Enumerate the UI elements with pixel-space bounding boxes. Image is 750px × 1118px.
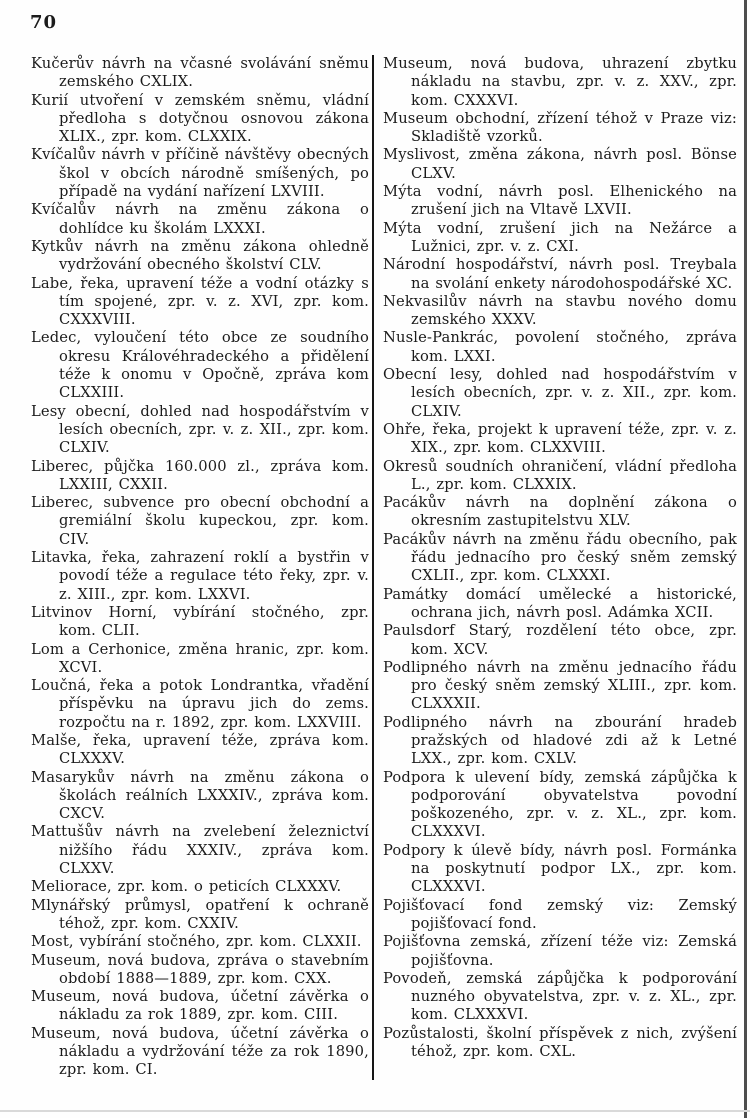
index-entry: Povodeň, zemská zápůjčka k podporování nuzného obyvatelstva, zpr. v. z. XL., zpr. kom. CLXXXVI. <box>383 969 737 1024</box>
index-entry: Pacákův návrh na doplnění zákona o okresním zastupitelstvu XLV. <box>383 494 737 530</box>
index-entry: Pojišťovací fond zemský viz: Zemský pojišťovací fond. <box>383 896 737 932</box>
index-entry: Podlipného návrh na změnu jednacího řádu pro český sněm zemský XLIII., zpr. kom. CLXXXII. <box>383 658 737 713</box>
index-entry: Museum, nová budova, účetní závěrka o nákladu a vydržování téže za rok 1890, zpr. kom. CI. <box>31 1024 369 1079</box>
index-entry: Památky domácí umělecké a historické, ochrana jich, návrh posl. Adámka XCII. <box>383 585 737 621</box>
index-entry: Pozůstalosti, školní příspěvek z nich, zvýšení téhož, zpr. kom. CXL. <box>383 1024 737 1061</box>
left-column <box>31 55 369 1080</box>
index-entry: Ledec, vyloučení této obce ze soudního okresu Královéhradeckého a přidělení téže k onomu v Opočně, zpráva kom CLXXIII. <box>31 329 369 402</box>
index-entry: Ohře, řeka, projekt k upravení téže, zpr. v. z. XIX., zpr. kom. CLXXVIII. <box>383 420 737 457</box>
index-entry: Podpora k ulevení bídy, zemská zápůjčka k podporování obyvatelstva povodní poškozeného, zpr. v. z. XL., zpr. kom. CLXXXVI. <box>383 768 737 841</box>
index-entry: Litavka, řeka, zahrazení roklí a bystřin v povodí téže a regulace této řeky, zpr. v. z. XIII., zpr. kom. LXXVI. <box>31 549 369 603</box>
index-entry: Lom a Cerhonice, změna hranic, zpr. kom. XCVI. <box>31 640 369 676</box>
index-entry: Obecní lesy, dohled nad hospodářstvím v lesích obecních, zpr. v. z. XII., zpr. kom. CLXIV. <box>383 366 737 420</box>
index-entry: Myslivost, změna zákona, návrh posl. Bönse CLXV. <box>383 146 737 182</box>
index-entry: Pacákův návrh na změnu řádu obecního, pak řádu jednacího pro český sněm zemský CXLII., zpr. kom. CLXXXI. <box>383 530 737 585</box>
index-entry: Mattušův návrh na zvelebení železnictví nižšího řádu XXXIV., zpráva kom. CLXXV. <box>31 823 369 878</box>
index-entry: Okresů soudních ohraničení, vládní předloha L., zpr. kom. CLXXIX. <box>383 457 737 493</box>
scan-edge-bottom <box>0 1110 750 1112</box>
right-column <box>374 55 737 1080</box>
index-entry: Nekvasilův návrh na stavbu nového domu zemského XXXV. <box>383 292 737 329</box>
index-entry: Most, vybírání stočného, zpr. kom. CLXXII. <box>31 933 362 951</box>
index-entry: Mýta vodní, návrh posl. Elhenického na zrušení jich na Vltavě LXVII. <box>383 183 737 219</box>
index-entry: Museum, nová budova, uhrazení zbytku nákladu na stavbu, zpr. v. z. XXV., zpr. kom. CXXXVI. <box>383 55 737 109</box>
index-entry: Museum, nová budova, účetní závěrka o nákladu za rok 1889, zpr. kom. CIII. <box>31 988 369 1024</box>
index-entry: Národní hospodářství, návrh posl. Treybala na svolání enkety národohospodářské XC. <box>383 256 737 292</box>
index-entry: Mlynářský průmysl, opatření k ochraně téhož, zpr. kom. CXXIV. <box>31 896 369 932</box>
index-entry: Liberec, půjčka 160.000 zl., zpráva kom. LXXIII, CXXII. <box>31 457 369 493</box>
index-entry: Podlipného návrh na zbourání hradeb pražských od hladové zdi až k Letné LXX., zpr. kom. CXLV. <box>383 713 737 768</box>
index-entry: Pojišťovna zemská, zřízení téže viz: Zemská pojišťovna. <box>383 933 737 969</box>
index-entry: Paulsdorf Starý, rozdělení této obce, zpr. kom. XCV. <box>383 622 737 658</box>
index-entry: Meliorace, zpr. kom. o peticích CLXXXV. <box>31 878 342 896</box>
scan-edge-right <box>744 0 747 1118</box>
index-entry: Kučerův návrh na včasné svolávání sněmu zemského CXLIX. <box>31 55 369 91</box>
index-entry: Liberec, subvence pro obecní obchodní a gremiální školu kupeckou, zpr. kom. CIV. <box>31 494 369 548</box>
index-entry: Nusle-Pankrác, povolení stočného, zpráva kom. LXXI. <box>383 329 737 365</box>
index-entry: Lesy obecní, dohled nad hospodářstvím v lesích obecních, zpr. v. z. XII., zpr. kom. CLXIV. <box>31 402 369 457</box>
page-number: 70 <box>30 12 58 33</box>
index-entry: Litvinov Horní, vybírání stočného, zpr. kom. CLII. <box>31 603 369 640</box>
index-entry: Labe, řeka, upravení téže a vodní otázky s tím spojené, zpr. v. z. XVI, zpr. kom. CXXXVIII. <box>31 274 369 329</box>
index-entry: Museum obchodní, zřízení téhož v Praze viz: Skladiště vzorků. <box>383 109 737 146</box>
index-columns <box>31 55 737 1080</box>
index-entry: Kvíčalův návrh na změnu zákona o dohlídce ku školám LXXXI. <box>31 201 369 237</box>
index-entry: Malše, řeka, upravení téže, zpráva kom. CLXXXV. <box>31 731 369 768</box>
index-entry: Masarykův návrh na změnu zákona o školách reálních LXXXIV., zpráva kom. CXCV. <box>31 768 369 823</box>
index-entry: Kvíčalův návrh v příčině návštěvy obecných škol v obcích národně smíšených, po případě na vydání nařízení LXVIII. <box>31 146 369 201</box>
index-entry: Kurií utvoření v zemském sněmu, vládní předloha s dotyčnou osnovou zákona XLIX., zpr. kom. CLXXIX. <box>31 91 369 146</box>
index-entry: Kytkův návrh na změnu zákona ohledně vydržování obecného školství CLV. <box>31 237 369 274</box>
index-entry: Mýta vodní, zrušení jich na Nežárce a Lužnici, zpr. v. z. CXI. <box>383 219 737 255</box>
index-entry: Podpory k úlevě bídy, návrh posl. Formánka na poskytnutí podpor LX., zpr. kom. CLXXXVI. <box>383 841 737 896</box>
index-entry: Loučná, řeka a potok Londrantka, vřadění příspěvku na úpravu jich do zems. rozpočtu na r. 1892, zpr. kom. LXXVIII. <box>31 677 369 731</box>
index-entry: Museum, nová budova, zpráva o stavebním období 1888—1889, zpr. kom. CXX. <box>31 951 369 987</box>
